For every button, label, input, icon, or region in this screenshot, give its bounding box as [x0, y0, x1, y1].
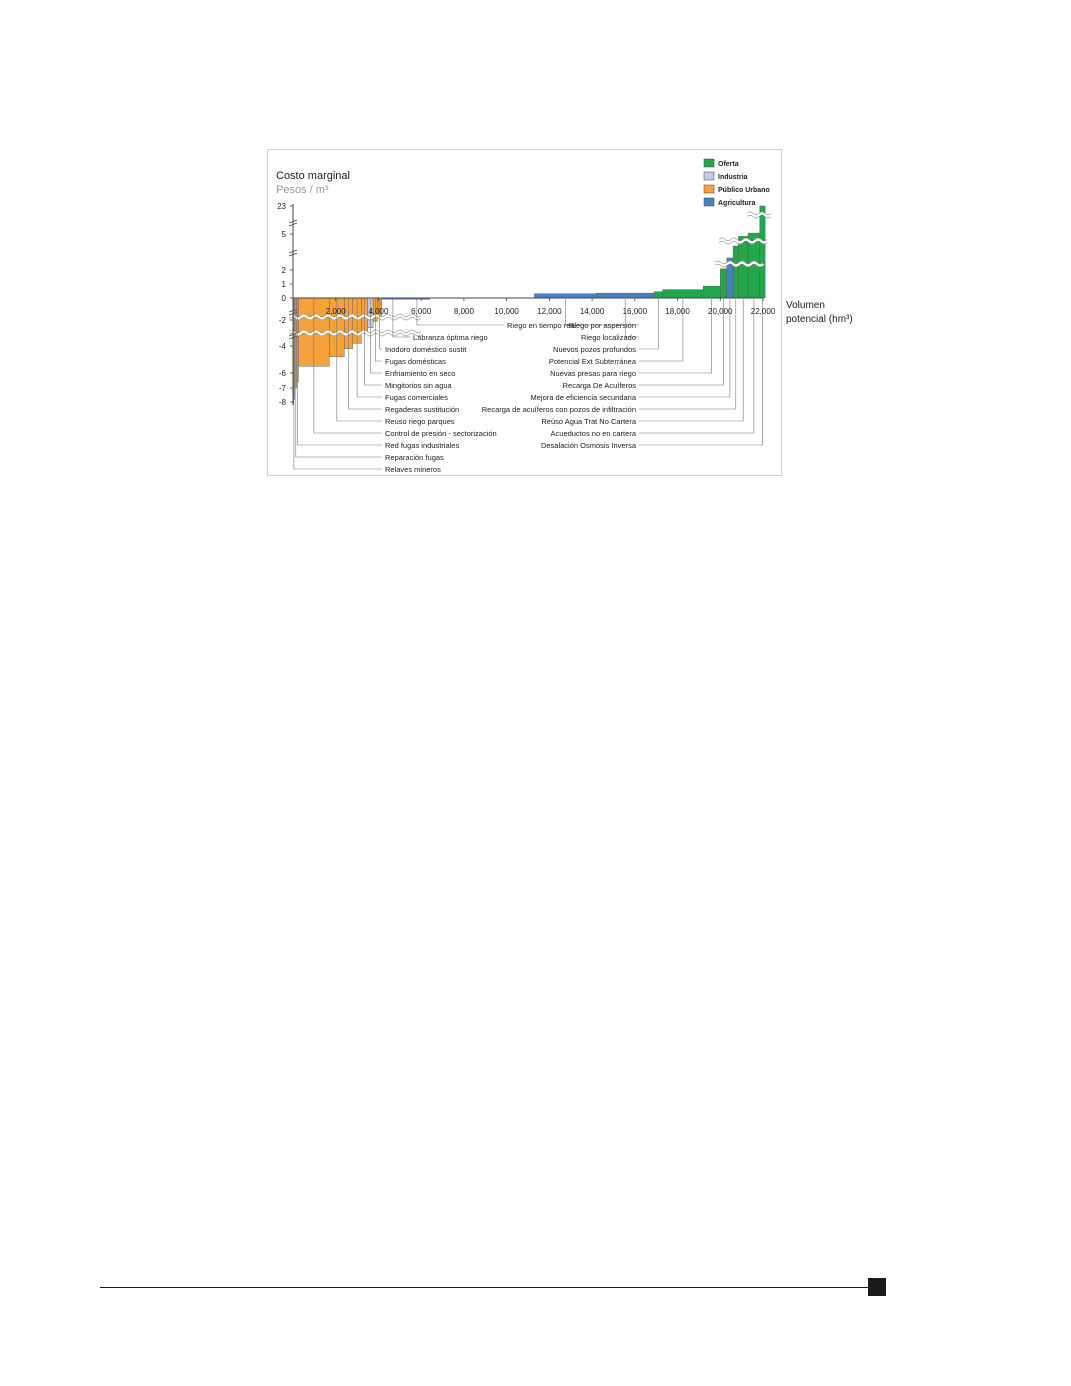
bar-label-right-9: Reúso Agua Trat No Cartera — [541, 417, 636, 426]
bar-label-right-5: Nuevas presas para riego — [550, 369, 636, 378]
legend-swatch-2 — [704, 172, 714, 180]
bar-label-right-7: Mejora de eficiencia secundaria — [530, 393, 636, 402]
legend-label-3: Público Urbano — [718, 187, 770, 194]
bar-label-left-12: Reparación fugas — [385, 453, 444, 462]
leader-right-10 — [639, 299, 754, 433]
x-axis-title-line-2: potencial (hm³) — [786, 314, 853, 325]
bar-label-left-4: Fugas domésticas — [385, 357, 446, 366]
x-tick-label-8: 16,000 — [622, 307, 648, 316]
y-tick-label-1: 23 — [277, 202, 286, 211]
legend-swatch-3 — [704, 185, 714, 193]
y-tick-label-4: 1 — [281, 280, 286, 289]
y-tick-label-5: 0 — [281, 294, 286, 303]
x-axis-title-line-1: Volumen — [786, 300, 825, 311]
bar-label-left-3: Inodoro doméstico sustit — [385, 345, 467, 354]
bar-label-right-6: Recarga De Acuíferos — [562, 381, 636, 390]
y-tick-label-9: -7 — [278, 384, 286, 393]
bar-19 — [720, 269, 726, 298]
legend-label-2: Industria — [718, 174, 748, 181]
bar-16 — [654, 292, 663, 298]
bar-label-left-6: Mingitorios sin agua — [385, 381, 452, 390]
bar-label-left-11: Red fugas industriales — [385, 441, 460, 450]
bar-22 — [738, 236, 748, 298]
x-tick-label-7: 14,000 — [579, 307, 605, 316]
footer-rule — [100, 1287, 870, 1288]
bar-label-right-3: Nuevos pozos profundos — [553, 345, 636, 354]
bar-17 — [663, 290, 704, 298]
x-tick-label-10: 20,000 — [708, 307, 733, 316]
x-tick-label-5: 10,000 — [494, 307, 519, 316]
x-tick-label-9: 18,000 — [665, 307, 690, 316]
bar-label-right-8: Recarga de acuíferos con pozos de infiltración — [481, 405, 636, 414]
legend-swatch-1 — [704, 159, 714, 167]
legend-label-4: Agricultura — [718, 200, 756, 207]
footer-square — [868, 1278, 886, 1296]
x-tick-label-3: 6,000 — [411, 307, 432, 316]
bar-label-right-1: Riego por aspersión — [568, 321, 636, 330]
bar-label-left-2: Labranza óptima riego — [413, 333, 488, 342]
chart-title: Costo marginal — [276, 170, 350, 182]
legend-label-1: Oferta — [718, 161, 739, 168]
bar-label-right-10: Acueductos no en cartera — [550, 429, 636, 438]
bar-14 — [534, 294, 596, 298]
x-tick-label-2: 4,000 — [368, 307, 389, 316]
leader-right-2 — [625, 299, 639, 337]
bar-label-left-9: Reúso riego parques — [385, 417, 455, 426]
marginal-cost-chart — [267, 149, 853, 476]
bar-label-left-1: Riego en tiempo real — [507, 321, 577, 330]
bar-21 — [733, 246, 738, 298]
bar-label-left-7: Fugas comerciales — [385, 393, 448, 402]
bar-label-right-4: Potencial Ext Subterránea — [548, 357, 636, 366]
bar-label-left-10: Control de presión - sectorización — [385, 429, 497, 438]
bar-label-left-8: Regaderas sustitución — [385, 405, 460, 414]
y-tick-label-3: 2 — [281, 266, 286, 275]
bar-24 — [760, 206, 765, 298]
bar-label-left-13: Relaves mineros — [385, 465, 441, 474]
leader-right-11 — [639, 299, 763, 445]
y-tick-label-8: -6 — [278, 369, 286, 378]
y-tick-label-10: -8 — [278, 398, 286, 407]
bar-label-right-11: Desalación Osmosis Inversa — [540, 441, 636, 450]
x-tick-label-1: 2,000 — [325, 307, 346, 316]
bar-label-left-5: Enfriamiento en seco — [385, 369, 456, 378]
x-tick-label-4: 8,000 — [453, 307, 474, 316]
y-tick-label-7: -4 — [278, 342, 286, 351]
bar-15 — [596, 293, 654, 298]
y-tick-label-2: 5 — [281, 230, 286, 239]
bar-18 — [703, 286, 720, 298]
y-axis-title: Pesos / m³ — [276, 184, 329, 196]
y-tick-label-6: -2 — [278, 316, 286, 325]
x-tick-label-6: 12,000 — [537, 307, 562, 316]
bar-label-right-2: Riego localizado — [580, 333, 636, 342]
x-tick-label-11: 22,000 — [750, 307, 776, 316]
legend-swatch-4 — [704, 198, 714, 206]
leader-right-9 — [639, 299, 743, 421]
